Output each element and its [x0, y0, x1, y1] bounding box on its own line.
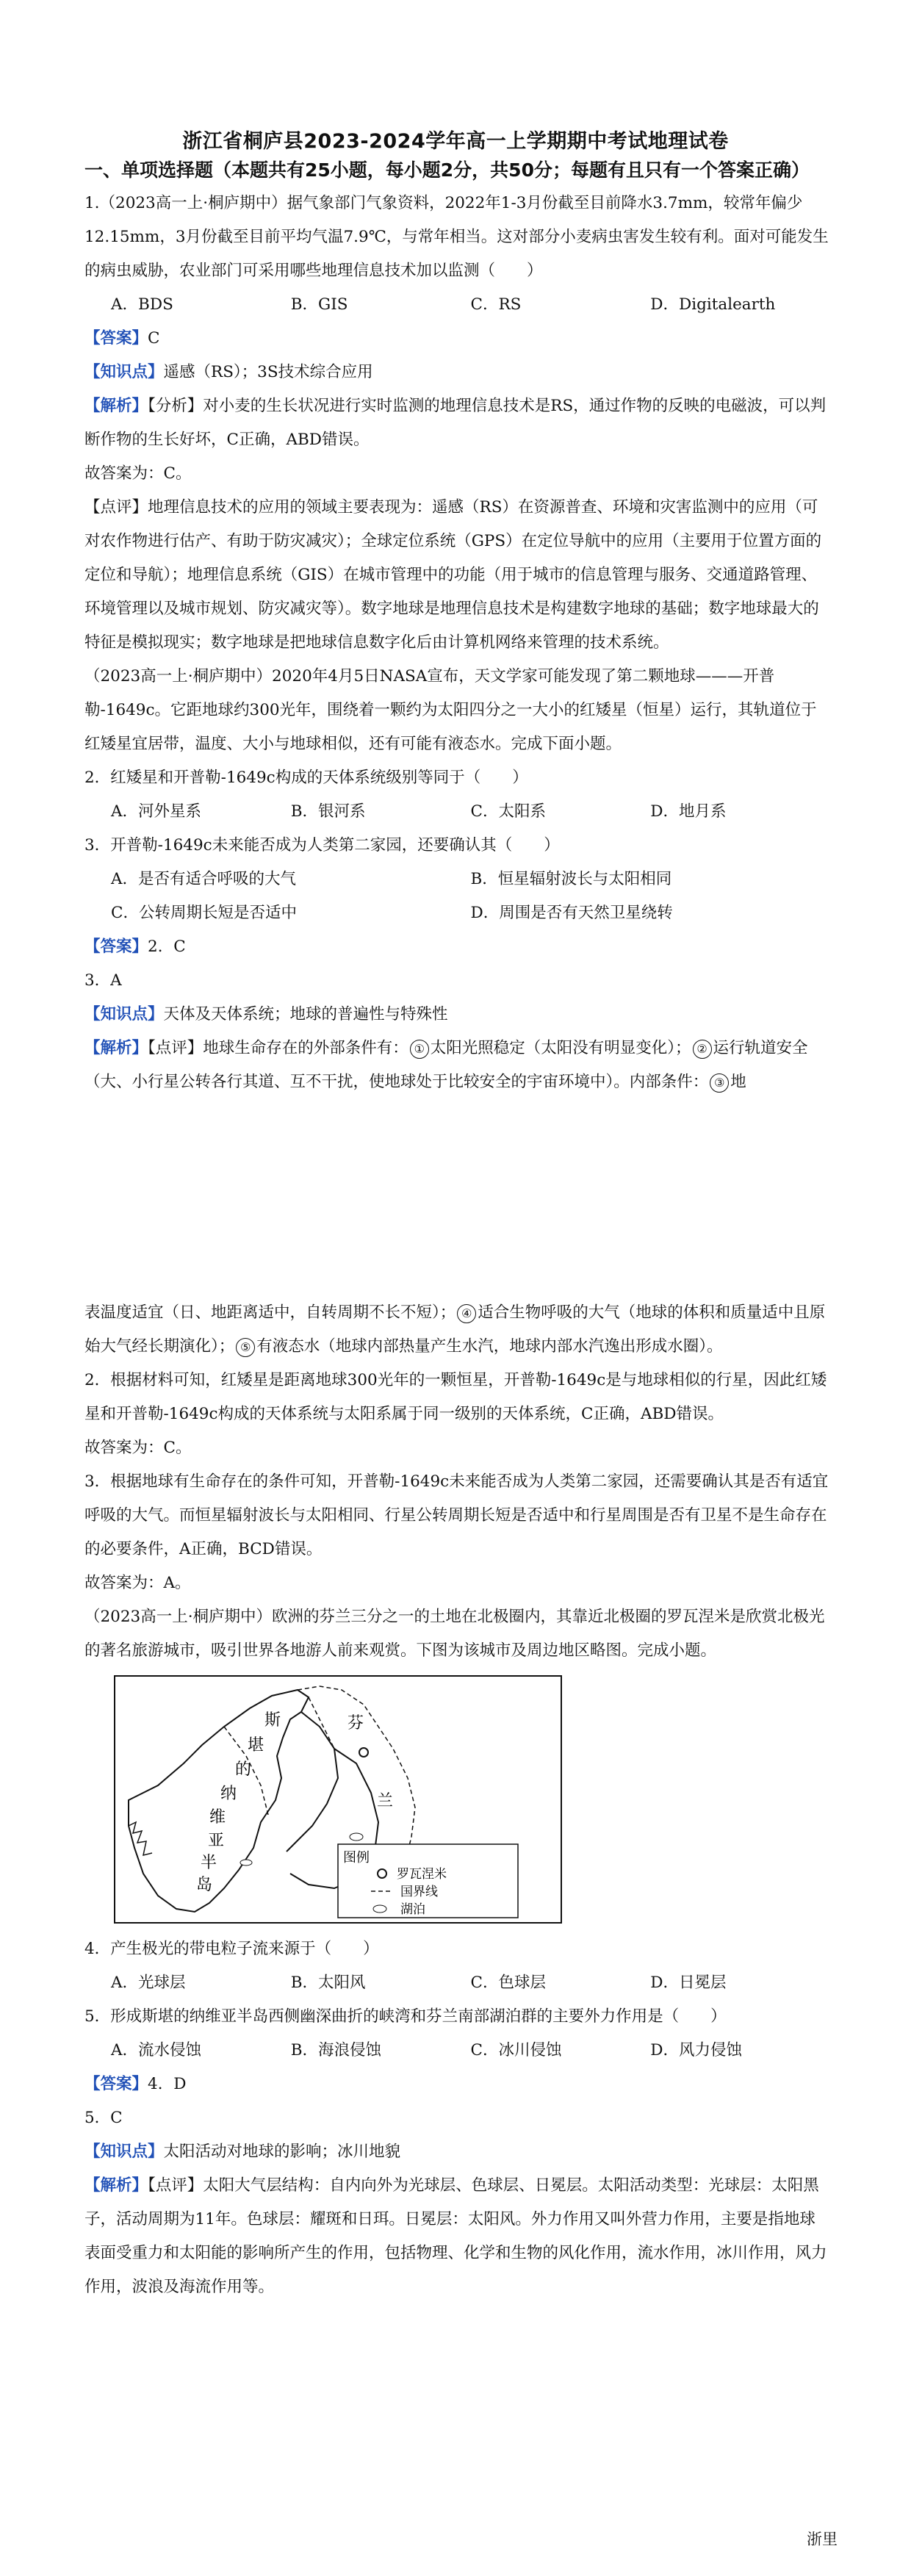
legend-city-label: 罗瓦涅米 — [397, 1867, 447, 1882]
answer-value: C — [148, 329, 160, 348]
map-label: 岛 — [196, 1876, 213, 1894]
page-footer: 浙里 — [807, 2530, 838, 2548]
analysis-text: 【分析】对小麦的生长状况进行实时监测的地理信息技术是RS，通过作物的反映的电磁波，可以判断作物的生长好坏，C正确，ABD错误。 — [84, 397, 827, 449]
option: C．太阳系 — [470, 802, 546, 821]
option: D．地月系 — [650, 802, 727, 821]
answer-value-2: 5．C — [84, 2109, 123, 2127]
analysis-tag: 【解析】 — [84, 397, 148, 415]
option: C．色球层 — [470, 1974, 546, 1992]
question-3-stem: 3．开普勒-1649c未来能否成为人类第二家园，还要确认其（ ） — [84, 836, 560, 855]
option: D．周围是否有天然卫星绕转 — [470, 904, 673, 922]
question-3-options-row2 — [84, 896, 830, 930]
option: B．海浪侵蚀 — [290, 2041, 382, 2059]
legend-lake-icon — [373, 1905, 386, 1913]
comment-text: 【点评】地理信息技术的应用的领域主要表现为：遥感（RS）在资源普查、环境和灾害监测中的应用（可对农作物进行估产、有助于防灾减灾）；全球定位系统（GPS）在定位导航中的应用（主要用于位置方面的定位和导航）；地理信息系统（GIS）在城市管理中的功能（用于城市的信息管理与服务、交通道路管理、环境管理以及城市规划、防灾减灾等）。数字地球是地理信息技术是构建数字地球的基础；数字地球最大的特征是模拟现实；数字地球是把地球信息数字化后由计算机网络来管理的技术系统。 — [84, 498, 822, 652]
option: D．风力侵蚀 — [650, 2041, 742, 2059]
legend-border-label: 国界线 — [400, 1885, 438, 1899]
explanation-3: 3．根据地球有生命存在的条件可知，开普勒-1649c未来能否成为人类第二家园，还需要确认其是否有适宜呼吸的大气。而恒星辐射波长与太阳相同、行星公转周期长短是否适中和行星周围是否有卫星不是生命存在的必要条件，A正确，BCD错误。 — [84, 1472, 829, 1558]
city-rovaniemi-marker — [359, 1748, 368, 1757]
map-label: 芬 — [348, 1714, 364, 1733]
circled-number: ① — [410, 1040, 429, 1059]
analysis-line: 【解析】【点评】地球生命存在的外部条件有： ① 太阳光照稳定（太阳没有明显变化）； ② 运行轨道安全（大、小行星公转各行其道、互不干扰，使地球处于比较安全的宇宙环境中）。内部条件： ③ 地 — [84, 1039, 808, 1091]
knowledge-text: 遥感（RS）；3S技术综合应用 — [163, 363, 373, 381]
option: D．日冕层 — [650, 1974, 727, 1992]
map-label: 兰 — [377, 1792, 394, 1810]
conclusion-line: 故答案为：A。 — [84, 1574, 191, 1592]
legend-title: 图例 — [343, 1850, 370, 1866]
analysis-line — [84, 2169, 830, 2304]
lake — [350, 1833, 363, 1841]
question-3-options-row1 — [84, 863, 830, 896]
option: B．太阳风 — [290, 1974, 366, 1992]
knowledge-tag: 【知识点】 — [84, 2143, 164, 2161]
question-5-options — [84, 2034, 830, 2068]
page-title: 浙江省桐庐县2023-2024学年高一上学期期中考试地理试卷 — [182, 130, 729, 153]
answer-value-2: 3．A — [84, 971, 122, 990]
option: C．公转周期长短是否适中 — [111, 904, 297, 922]
question-2-options — [84, 795, 830, 829]
map-label: 堪 — [248, 1736, 264, 1755]
option: B．GIS — [290, 295, 348, 314]
legend-city-icon — [378, 1869, 386, 1878]
map-label: 亚 — [208, 1832, 225, 1850]
answer-tag: 【答案】 — [84, 2075, 148, 2093]
option: C．冰川侵蚀 — [470, 2041, 562, 2059]
analysis-text: 【点评】太阳大气层结构：自内向外为光球层、色球层、日冕层。太阳活动类型：光球层：太阳黑子，活动周期为11年。色球层：耀斑和日珥。日冕层：太阳风。外力作用又叫外营力作用，主要是指地球表面受重力和太阳能的影响所产生的作用，包括物理、化学和生物的风化作用，流水作用，冰川作用，风力作用，波浪及海流作用等。 — [84, 2176, 827, 2296]
option: C．RS — [470, 295, 522, 314]
circled-number: ③ — [710, 1073, 729, 1093]
knowledge-tag: 【知识点】 — [84, 363, 164, 381]
map-label: 纳 — [220, 1785, 237, 1803]
option: A．流水侵蚀 — [111, 2041, 202, 2059]
question-4-options — [84, 1966, 830, 2000]
lake — [240, 1860, 252, 1866]
answer-value: 2．C — [148, 938, 186, 956]
knowledge-line — [84, 2135, 830, 2169]
analysis-line — [84, 389, 830, 457]
question-5-stem: 5．形成斯堪的纳维亚半岛西侧幽深曲折的峡湾和芬兰南部湖泊群的主要外力作用是（ ） — [84, 2007, 727, 2026]
option: D．Digitalearth — [650, 295, 776, 314]
map-label: 半 — [201, 1854, 217, 1872]
conclusion-line: 故答案为：C。 — [84, 464, 192, 483]
conclusion-line: 故答案为：C。 — [84, 1439, 192, 1457]
question-1-options — [84, 288, 830, 322]
circled-number: ④ — [457, 1304, 476, 1323]
option: A．BDS — [111, 295, 173, 314]
knowledge-line — [84, 356, 830, 389]
question-1-stem: 1.（2023高一上·桐庐期中）据气象部门气象资料，2022年1-3月份截至目前降水3.7mm，较常年偏少12.15mm，3月份截至目前平均气温7.9℃，与常年相当。这对部分小麦病虫害发生较有利。面对可能发生的病虫威胁，农业部门可采用哪些地理信息技术加以监测（ ） — [84, 194, 829, 280]
answer-tag: 【答案】 — [84, 938, 148, 956]
question-2-3-intro: （2023高一上·桐庐期中）2020年4月5日NASA宣布，天文学家可能发现了第二颗地球———开普勒-1649c。它距地球约300光年，围绕着一颗约为太阳四分之一大小的红矮星（恒星）运行，其轨道位于红矮星宜居带，温度、大小与地球相似，还有可能有液态水。完成下面小题。 — [84, 667, 817, 753]
option: A．河外星系 — [111, 802, 202, 821]
map-label: 斯 — [264, 1711, 281, 1730]
knowledge-text: 太阳活动对地球的影响；冰川地貌 — [163, 2143, 401, 2161]
option: A．是否有适合呼吸的大气 — [111, 870, 297, 888]
question-4-5-intro: （2023高一上·桐庐期中）欧洲的芬兰三分之一的土地在北极圈内，其靠近北极圈的罗瓦涅米是欣赏北极光的著名旅游城市，吸引世界各地游人前来观赏。下图为该城市及周边地区略图。完成小题。 — [84, 1608, 825, 1660]
map-label: 维 — [209, 1808, 226, 1827]
circled-number: ② — [693, 1040, 712, 1059]
analysis-tag: 【解析】 — [84, 2176, 148, 2195]
answer-line — [84, 322, 830, 356]
question-2-stem: 2．红矮星和开普勒-1649c构成的天体系统级别等同于（ ） — [84, 769, 528, 787]
region-map — [114, 1675, 562, 1924]
option: B．银河系 — [290, 802, 366, 821]
explanation-2: 2．根据材料可知，红矮星是距离地球300光年的一颗恒星，开普勒-1649c是与地球相似的行星，因此红矮星和开普勒-1649c构成的天体系统与太阳系属于同一级别的天体系统，C正确，ABD错误。 — [84, 1371, 827, 1423]
option: B．恒星辐射波长与太阳相同 — [470, 870, 672, 888]
option: A．光球层 — [111, 1974, 186, 1992]
knowledge-line — [84, 998, 830, 1032]
answer-line — [84, 930, 830, 964]
map-svg — [114, 1675, 562, 1924]
analysis-continued: 表温度适宜（日、地距离适中，自转周期不长不短）； ④ 适合生物呼吸的大气（地球的体积和质量适中且原始大气经长期演化）； ⑤ 有液态水（地球内部热量产生水汽，地球内部水汽逸出形成水圈）。 — [84, 1303, 826, 1356]
answer-tag: 【答案】 — [84, 329, 148, 348]
knowledge-tag: 【知识点】 — [84, 1005, 164, 1023]
analysis-tag: 【解析】 — [84, 1039, 148, 1057]
knowledge-text: 天体及天体系统；地球的普遍性与特殊性 — [163, 1005, 448, 1023]
question-4-stem: 4．产生极光的带电粒子流来源于（ ） — [84, 1940, 379, 1958]
legend-lake-label: 湖泊 — [400, 1902, 425, 1917]
circled-number: ⑤ — [236, 1338, 255, 1357]
content-body — [84, 187, 830, 2304]
page-gap — [84, 1099, 830, 1296]
section-heading: 一、单项选择题（本题共有25小题，每小题2分，共50分；每题有且只有一个答案正确） — [84, 159, 810, 181]
answer-value: 4．D — [148, 2075, 187, 2093]
answer-line — [84, 2068, 830, 2101]
map-label: 的 — [235, 1760, 252, 1779]
